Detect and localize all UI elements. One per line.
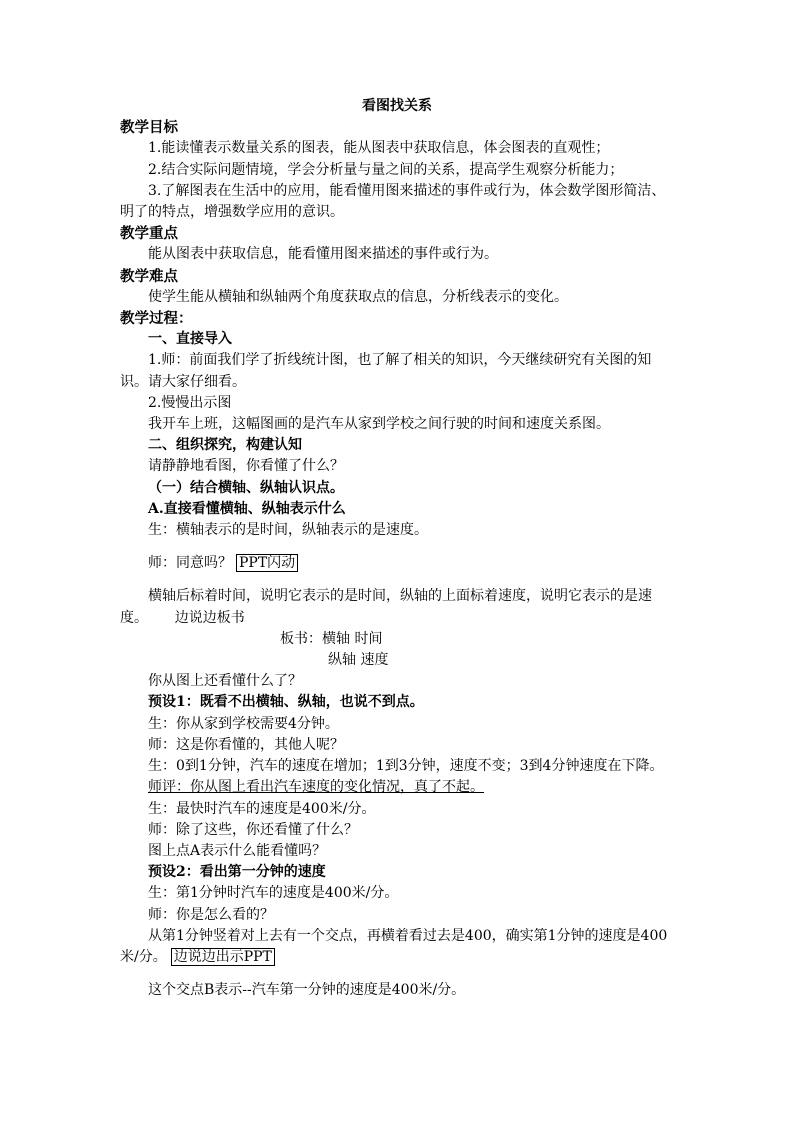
heading-key-points: 教学重点 (120, 225, 178, 243)
page-title: 看图找关系 (362, 98, 432, 114)
heading-difficulties: 教学难点 (120, 267, 178, 285)
boxed-note: PPT闪动 (236, 554, 298, 572)
goal-2: 2.结合实际问题情境，学会分析量与量之间的关系，提高学生观察分析能力； (148, 161, 624, 178)
heading-goals: 教学目标 (120, 119, 178, 137)
paragraph: 我开车上班，这幅图画的是汽车从家到学校之间行驶的时间和速度关系图。 (148, 416, 610, 433)
paragraph: 请静静地看图，你看懂了什么？ (148, 458, 344, 475)
paragraph: 师：你是怎么看的？ (148, 906, 274, 923)
paragraph-text: 横轴后标着时间，说明它表示的是时间，纵轴的上面标着速度，说明它表示的是速度。 (120, 588, 652, 626)
paragraph: 生：横轴表示的是时间，纵轴表示的是速度。 (148, 522, 428, 539)
paragraph: 图上点A表示什么能看懂吗？ (148, 842, 327, 859)
boxed-note: 边说边出示PPT (171, 948, 275, 966)
paragraph: 生：第1分钟时汽车的速度是400米/分。 (148, 885, 399, 902)
difficulties-text: 使学生能从横轴和纵轴两个角度获取点的信息，分析线表示的变化。 (148, 288, 568, 305)
subsection-a: A.直接看懂横轴、纵轴表示什么 (148, 500, 346, 517)
paragraph (120, 586, 674, 628)
goal-3: 3.了解图表在生活中的应用，能看懂用图来描述的事件或行为，体会数学图形简洁、明了的特点，增强数学应用的意识。 (120, 182, 666, 221)
goal-1: 1.能读懂表示数量关系的图表，能从图表中获取信息，体会图表的直观性； (148, 140, 610, 157)
scenario-2: 预设2：看出第一分钟的速度 (148, 864, 326, 881)
paragraph: 2.慢慢出示图 (148, 394, 232, 411)
paragraph: 生：你从家到学校需要4分钟。 (148, 715, 339, 732)
section-intro: 一、直接导入 (148, 331, 232, 348)
paragraph: 1.师：前面我们学了折线统计图，也了解了相关的知识，今天继续研究有关图的知识。请大家仔细看。 (120, 352, 652, 390)
paragraph-note: 边说边板书 (174, 609, 245, 626)
paragraph: 师：这是你看懂的，其他人呢？ (148, 736, 344, 753)
teacher-line: 师：同意吗？ (148, 555, 232, 572)
paragraph: 这个交点B表示--汽车第一分钟的速度是400米/分。 (148, 982, 466, 999)
paragraph: 生：最快时汽车的速度是400米/分。 (148, 800, 376, 817)
scenario-1: 预设1：既看不出横轴、纵轴，也说不到点。 (148, 694, 424, 711)
paragraph-with-box (120, 926, 674, 968)
subsection-1: （一）结合横轴、纵轴认识点。 (148, 479, 344, 496)
paragraph-text: 从第1分钟竖着对上去有一个交点，再横着看过去是400，确实第1分钟的速度是400米/分。 (120, 927, 668, 965)
paragraph: 师：除了这些，你还看懂了什么？ (148, 821, 358, 838)
section-explore: 二、组织探究，构建认知 (148, 437, 302, 454)
paragraph: 你从图上还看懂什么了？ (148, 673, 302, 690)
heading-process: 教学过程： (120, 310, 193, 328)
document-page (120, 96, 674, 1001)
board-line-2: 纵轴 速度 (328, 652, 389, 669)
paragraph-with-box (120, 553, 674, 574)
board-line-1: 板书：横轴 时间 (280, 630, 383, 647)
key-points-text: 能从图表中获取信息，能看懂用图来描述的事件或行为。 (148, 246, 498, 263)
paragraph: 生：0到1分钟，汽车的速度在增加；1到3分钟，速度不变；3到4分钟速度在下降。 (148, 758, 664, 775)
paragraph (120, 777, 674, 798)
underlined-text: 师评：你从图上看出汽车速度的变化情况，真了不起。 (148, 779, 484, 796)
